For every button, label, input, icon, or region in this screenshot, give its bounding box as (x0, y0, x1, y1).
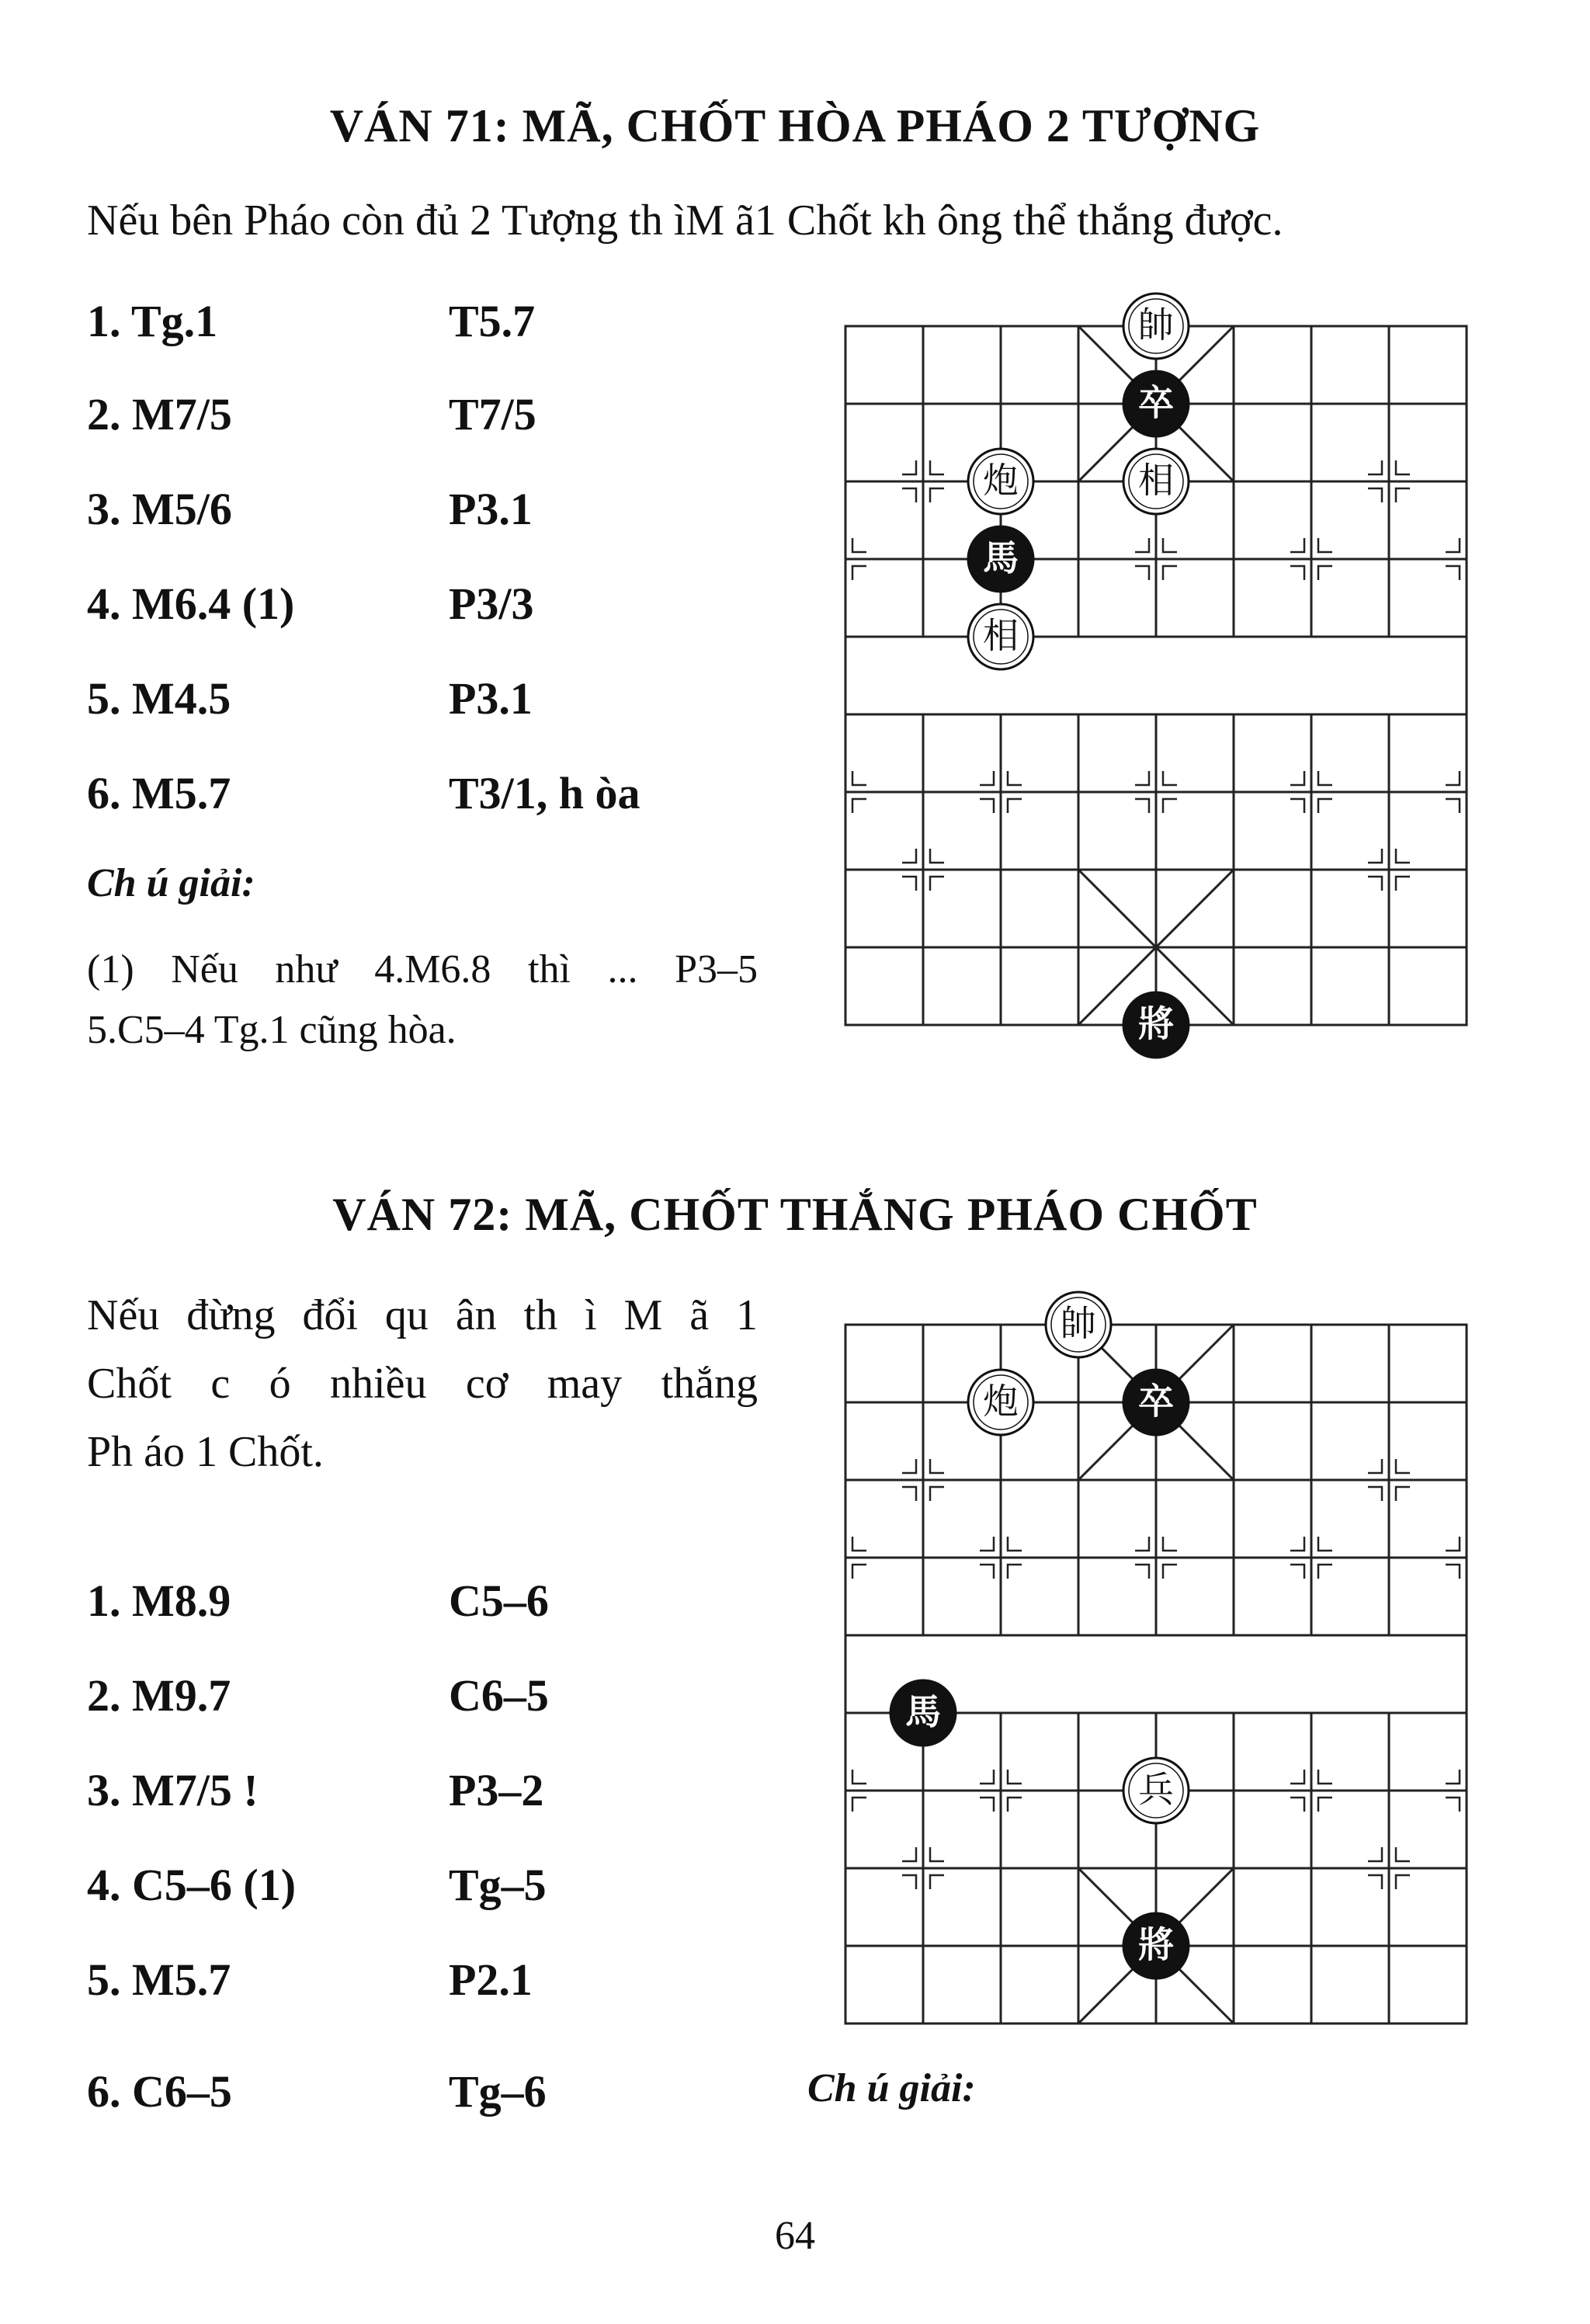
black-piece (1123, 1913, 1189, 1978)
red-piece (968, 449, 1033, 514)
black-piece (1123, 992, 1189, 1058)
game71-intro: Nếu bên Pháo còn đủ 2 Tượng th ìM ã1 Chốt kh ông thể thắng được. (87, 196, 1283, 245)
piece-glyph: 馬 (905, 1690, 941, 1733)
piece-glyph: 炮 (983, 459, 1019, 502)
piece-glyph: 將 (1138, 1002, 1174, 1045)
move-number: 6. M5.7 (87, 768, 231, 818)
xiangqi-board (845, 304, 1468, 1045)
red-piece (1123, 1758, 1189, 1823)
red-piece (1046, 1292, 1111, 1357)
game71-note-line: (1) Nếu như 4.M6.8 thì ... P3–5 (87, 947, 758, 992)
move-reply: T5.7 (449, 296, 536, 346)
move-number: 1. M8.9 (87, 1575, 231, 1626)
move-reply: P3–2 (449, 1765, 544, 1815)
game71-note-line: 5.C5–4 Tg.1 cũng hòa. (87, 1008, 457, 1052)
move-reply: T3/1, h òa (449, 768, 641, 818)
game71-title: VÁN 71: MÃ, CHỐT HÒA PHÁO 2 TƯỢNG (329, 100, 1261, 151)
black-piece (1123, 1370, 1189, 1435)
piece-glyph: 帥 (1061, 1302, 1096, 1345)
game72-title: VÁN 72: MÃ, CHỐT THẮNG PHÁO CHỐT (332, 1189, 1258, 1240)
move-number: 3. M7/5 ! (87, 1765, 259, 1815)
piece-glyph: 將 (1138, 1923, 1174, 1966)
move-reply: T7/5 (449, 389, 536, 439)
move-reply: C5–6 (449, 1575, 549, 1626)
move-reply: P3.1 (449, 484, 533, 534)
piece-glyph: 馬 (983, 537, 1019, 579)
move-number: 6. C6–5 (87, 2066, 232, 2117)
move-number: 4. M6.4 (1) (87, 578, 295, 629)
red-piece (1123, 449, 1189, 514)
piece-glyph: 相 (1138, 459, 1174, 502)
black-piece (1123, 371, 1189, 436)
black-piece (968, 526, 1033, 592)
move-number: 3. M5/6 (87, 484, 232, 534)
red-piece (1123, 294, 1189, 359)
piece-glyph: 帥 (1138, 304, 1174, 346)
game72-intro-line: Nếu đừng đổi qu ân th ì M ã 1 (87, 1291, 758, 1339)
game72-notes-heading: Ch ú giải: (807, 2066, 976, 2110)
piece-glyph: 兵 (1138, 1768, 1174, 1811)
piece-glyph: 相 (983, 614, 1019, 657)
move-reply: Tg–6 (449, 2066, 547, 2117)
red-piece (968, 604, 1033, 669)
move-reply: Tg–5 (449, 1860, 547, 1910)
game72-intro-line: Chốt c ó nhiều cơ may thắng (87, 1360, 758, 1408)
move-reply: P3.1 (449, 673, 533, 724)
move-number: 5. M4.5 (87, 673, 231, 724)
move-number: 5. M5.7 (87, 1954, 231, 2005)
move-number: 1. Tg.1 (87, 296, 218, 346)
game71-notes-heading: Ch ú giải: (87, 861, 255, 905)
xiangqi-board (845, 1302, 1468, 2024)
move-reply: C6–5 (449, 1670, 549, 1721)
move-reply: P3/3 (449, 578, 534, 629)
piece-glyph: 炮 (983, 1380, 1019, 1423)
piece-glyph: 卒 (1138, 1380, 1174, 1423)
red-piece (968, 1370, 1033, 1435)
move-reply: P2.1 (449, 1954, 533, 2005)
move-number: 2. M9.7 (87, 1670, 231, 1721)
move-number: 4. C5–6 (1) (87, 1860, 297, 1910)
move-number: 2. M7/5 (87, 389, 232, 439)
black-piece (890, 1680, 956, 1746)
game72-intro-line: Ph áo 1 Chốt. (87, 1428, 324, 1476)
piece-glyph: 卒 (1138, 381, 1174, 424)
page-number: 64 (775, 2214, 815, 2258)
